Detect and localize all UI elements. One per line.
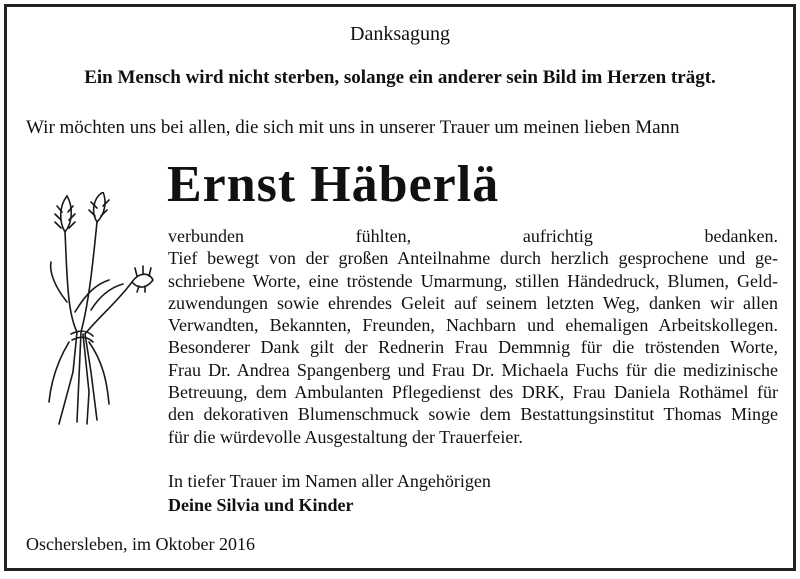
notice-heading: Danksagung [350,23,450,45]
body-line: Tief bewegt von der großen Anteilnahme durch herzlich gesprochene und ge- [168,248,778,269]
body-line: Verwandten, Bekannten, Freunden, Nachbarn und ehemaligen Arbeitskollegen. [168,315,778,336]
closing-names: Deine Silvia und Kinder [168,495,354,515]
motto-quote: Ein Mensch wird nicht sterben, solange ein anderer sein Bild im Herzen trägt. [84,67,716,88]
acknowledgement-text [168,225,778,448]
body-line: verbunden fühlten, aufrichtig bedanken. [168,226,778,246]
deceased-name: Ernst Häberlä [167,156,500,213]
body-line: Betreuung, dem Ambulanten Pflegedienst des DRK, Frau Daniela Rothämel für [168,382,778,403]
wheat-icon [37,192,157,432]
closing-text: In tiefer Trauer im Namen aller Angehörigen [168,471,491,491]
body-line: Besonderer Dank gilt der Rednerin Frau Demmnig für die tröstenden Worte, [168,337,778,358]
body-line: für die würdevolle Ausgestaltung der Trauerfeier. [168,426,523,447]
obituary-notice [4,4,796,571]
body-line: den dekorativen Blumenschmuck sowie dem Bestattungsinstitut Thomas Minge [168,404,778,425]
signature-block [168,469,491,517]
body-line: Frau Dr. Andrea Spangenberg und Frau Dr. Michaela Fuchs für die medizinische [168,359,778,380]
body-line: schriebene Worte, eine tröstende Umarmung, stillen Händedruck, Blumen, Geld- [168,270,778,291]
intro-text: Wir möchten uns bei allen, die sich mit uns in unserer Trauer um meinen lieben Mann [26,117,680,138]
body-line: zuwendungen sowie ehrendes Geleit auf seinem letzten Weg, danken wir allen [168,292,778,313]
place-date: Oschersleben, im Oktober 2016 [26,534,255,554]
